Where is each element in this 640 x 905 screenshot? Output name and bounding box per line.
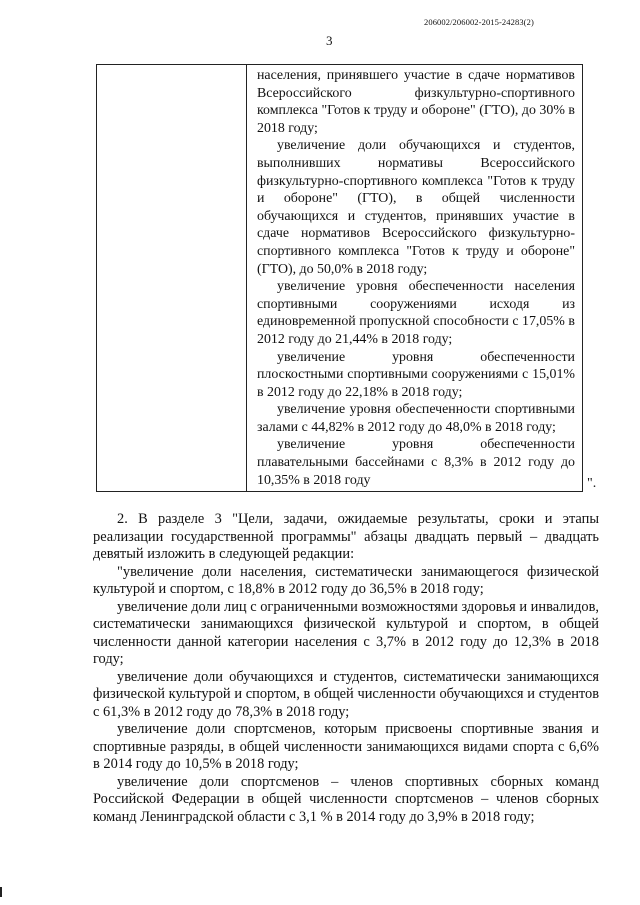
body-paragraph: увеличение доли спортсменов – членов спортивных сборных команд Российской Федерации в общей численности спортсменов – членов сборных команд Ленинградской области с 3,1 % в 2014 году до 3,9% в 2018 году;	[93, 773, 599, 825]
body-paragraph: увеличение доли спортсменов, которым присвоены спортивные звания и спортивные разряды, в общей численности занимающихся видами спорта с 6,6% в 2014 году до 10,5% в 2018 году;	[93, 721, 599, 772]
table-paragraph: увеличение уровня обеспеченности плоскостными спортивными сооружениями с 15,01% в 2012 году до 22,18% в 2018 году;	[257, 349, 575, 400]
body-text	[93, 511, 599, 826]
table-right-cell	[257, 67, 575, 489]
table-paragraph: увеличение уровня обеспеченности спортивными залами с 44,82% в 2012 году до 48,0% в 2018 году;	[257, 402, 575, 435]
closing-quote: ".	[587, 476, 597, 491]
table-paragraph: увеличение уровня обеспеченности населения спортивными сооружениями исходя из единовременной пропускной способности с 17,05% в 2012 году до 21,44% в 2018 году;	[257, 279, 575, 347]
table-left-cell	[97, 65, 247, 491]
body-paragraph: увеличение доли обучающихся и студентов, систематически занимающихся физической культурой и спортом, в общей численности обучающихся и студентов с 61,3% в 2012 году до 78,3% в 2018 году;	[93, 668, 599, 720]
program-table	[96, 64, 583, 492]
scan-margin-mark	[0, 887, 2, 897]
table-paragraph: населения, принявшего участие в сдаче нормативов Всероссийского физкультурно-спортивного комплекса "Готов к труду и обороне" (ГТО), до 30% в 2018 году;	[257, 68, 575, 136]
table-paragraph: увеличение уровня обеспеченности плавательными бассейнами с 8,3% в 2012 году до 10,35% в 2018 году	[257, 437, 575, 488]
page-number: 3	[326, 33, 333, 48]
table-paragraph: увеличение доли обучающихся и студентов, выполнивших нормативы Всероссийского физкультурно-спортивного комплекса "Готов к труду и обороне" (ГТО), в общей численности обучающихся и студентов, принявших участие в сдаче нормативов Всероссийского физкультурно-спортивного комплекса "Готов к труду и обороне" (ГТО), до 50,0% в 2018 году;	[257, 138, 575, 277]
body-paragraph: "увеличение доли населения, систематически занимающегося физической культурой и спортом, с 18,8% в 2012 году до 36,5% в 2018 году;	[93, 563, 599, 597]
body-paragraph: 2. В разделе 3 "Цели, задачи, ожидаемые результаты, сроки и этапы реализации государственной программы" абзацы двадцать первый – двадцать девятый изложить в следующей редакции:	[93, 511, 599, 562]
document-id: 206002/206002-2015-24283(2)	[424, 17, 534, 27]
body-paragraph: увеличение доли лиц с ограниченными возможностями здоровья и инвалидов, систематически занимающихся физической культурой и спортом, в общей численности данной категории населения с 3,7% в 2012 году до 12,3% в 2018 году;	[93, 598, 599, 667]
